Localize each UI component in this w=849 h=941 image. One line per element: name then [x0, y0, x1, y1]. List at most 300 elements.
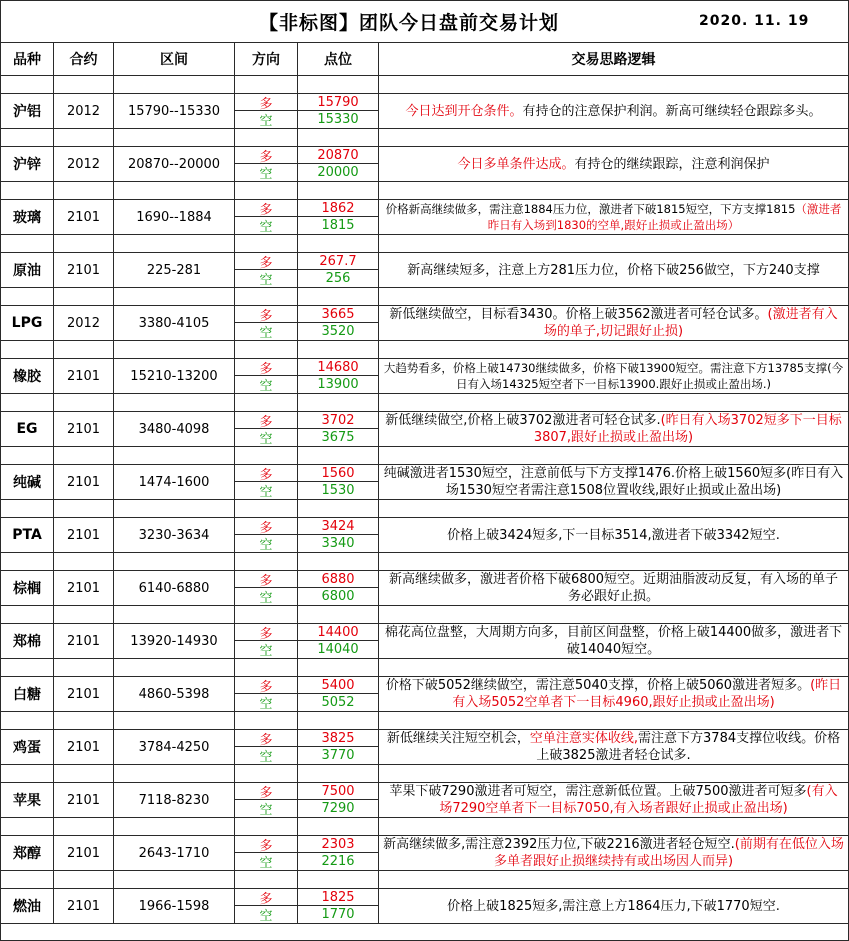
- header-range: 区间: [114, 43, 235, 75]
- spacer-cell: [298, 606, 379, 623]
- spacer-cell: [114, 871, 235, 888]
- spacer-cell: [298, 129, 379, 146]
- spacer-cell: [235, 712, 298, 729]
- short-price: 13900: [317, 377, 359, 392]
- price-cell: [298, 94, 379, 128]
- product-name: 玻璃: [1, 200, 54, 234]
- contract-code: 2101: [54, 677, 114, 711]
- logic-segment: (昨日有入场5052空单者下一目标4960,跟好止损或止盈出场): [452, 678, 842, 710]
- short-price: 256: [325, 271, 351, 286]
- spacer-cell: [379, 553, 848, 570]
- spacer-cell: [379, 288, 848, 305]
- spacer-cell: [1, 235, 54, 252]
- spacer-cell: [54, 394, 114, 411]
- spacer-cell: [114, 818, 235, 835]
- long-price: 15790: [298, 94, 378, 111]
- price-cell: [298, 200, 379, 234]
- spacer-cell: [1, 182, 54, 199]
- product-name: 沪锌: [1, 147, 54, 181]
- header-product: 品种: [1, 43, 54, 75]
- header-direction: 方向: [235, 43, 298, 75]
- direction-cell: [235, 889, 298, 923]
- spacer-cell: [379, 447, 848, 464]
- table-row: [1, 359, 848, 394]
- spacer-cell: [54, 871, 114, 888]
- long-price: 3702: [298, 412, 378, 429]
- table-row: [1, 889, 848, 924]
- direction-short: 空: [259, 379, 273, 394]
- short-price: 1770: [321, 907, 355, 922]
- logic-segment: 价格上破1825短多,需注意上方1864压力,下破1770短空.: [447, 898, 780, 914]
- direction-long: 多: [235, 200, 297, 217]
- row-spacer: [1, 606, 848, 624]
- short-price: 3520: [321, 324, 355, 339]
- spacer-cell: [1, 765, 54, 782]
- direction-short: 空: [259, 273, 273, 288]
- row-spacer: [1, 235, 848, 253]
- price-cell: [298, 465, 379, 499]
- table-row: [1, 836, 848, 871]
- spacer-cell: [298, 341, 379, 358]
- row-spacer: [1, 818, 848, 836]
- trade-logic: [379, 359, 848, 393]
- row-spacer: [1, 712, 848, 730]
- table-row: [1, 518, 848, 553]
- long-price: 3424: [298, 518, 378, 535]
- direction-short: 空: [259, 909, 273, 924]
- direction-short: 空: [259, 485, 273, 500]
- logic-segment: 新低继续做空，目标看3430。价格上破3562激进者可轻仓试多。: [389, 307, 768, 322]
- spacer-cell: [379, 500, 848, 517]
- direction-cell: [235, 253, 298, 287]
- contract-code: 2101: [54, 624, 114, 658]
- logic-segment: 今日多单条件达成。: [457, 156, 575, 172]
- product-name: 棕榈: [1, 571, 54, 605]
- spacer-cell: [298, 235, 379, 252]
- logic-segment: 价格上破3424短多,下一目标3514,激进者下破3342短空.: [447, 527, 780, 543]
- spacer-cell: [54, 341, 114, 358]
- product-name: 郑棉: [1, 624, 54, 658]
- spacer-cell: [114, 394, 235, 411]
- spacer-cell: [298, 871, 379, 888]
- table-row: [1, 677, 848, 712]
- logic-segment: 新高继续做多，激进者价格下破6800短空。近期油脂波动反复，有入场的单子务必跟好止损。: [388, 572, 839, 604]
- direction-short: 空: [259, 750, 273, 765]
- logic-segment: (激进者有入场的单子,切记跟好止损): [543, 307, 838, 339]
- spacer-cell: [235, 765, 298, 782]
- contract-code: 2101: [54, 518, 114, 552]
- title-row: [1, 1, 848, 43]
- long-price: 1560: [298, 465, 378, 482]
- price-cell: [298, 783, 379, 817]
- logic-segment: 空单注意实体收线,: [529, 731, 639, 746]
- contract-code: 2101: [54, 200, 114, 234]
- spacer-cell: [298, 765, 379, 782]
- spacer-cell: [114, 341, 235, 358]
- price-range: 15790--15330: [114, 94, 235, 128]
- long-price: 1825: [298, 889, 378, 906]
- direction-long: 多: [235, 253, 297, 270]
- long-price: 267.7: [298, 253, 378, 270]
- price-range: 3480-4098: [114, 412, 235, 446]
- long-price: 6880: [298, 571, 378, 588]
- spacer-cell: [298, 500, 379, 517]
- row-spacer: [1, 394, 848, 412]
- logic-segment: 新低继续做空,价格上破3702激进者可轻仓试多.: [385, 413, 661, 428]
- spacer-cell: [379, 341, 848, 358]
- logic-segment: 新低继续关注短空机会，: [386, 731, 530, 746]
- spacer-cell: [298, 553, 379, 570]
- product-name: 苹果: [1, 783, 54, 817]
- price-range: 6140-6880: [114, 571, 235, 605]
- spacer-cell: [379, 765, 848, 782]
- spacer-cell: [114, 765, 235, 782]
- short-price: 5052: [321, 695, 355, 710]
- long-price: 3825: [298, 730, 378, 747]
- price-range: 3784-4250: [114, 730, 235, 764]
- direction-short: 空: [259, 697, 273, 712]
- row-spacer: [1, 500, 848, 518]
- spacer-cell: [1, 553, 54, 570]
- spacer-cell: [1, 659, 54, 676]
- trade-logic: [379, 624, 848, 658]
- product-name: 鸡蛋: [1, 730, 54, 764]
- trade-logic: [379, 518, 848, 552]
- trade-logic: [379, 889, 848, 923]
- header-contract: 合约: [54, 43, 114, 75]
- direction-cell: [235, 412, 298, 446]
- price-cell: [298, 730, 379, 764]
- spacer-cell: [54, 553, 114, 570]
- price-cell: [298, 412, 379, 446]
- direction-long: 多: [235, 836, 297, 853]
- direction-long: 多: [235, 624, 297, 641]
- logic-segment: 大趋势看多，价格上破14730继续做多，价格下破13900短空。需注意下方13785支撑(今日有入场14325短空者下一目标13900.跟好止损或止盈出场.): [383, 361, 844, 391]
- table-row: [1, 465, 848, 500]
- trade-logic: [379, 836, 848, 870]
- spacer-cell: [379, 129, 848, 146]
- spacer-cell: [54, 818, 114, 835]
- short-price: 3770: [321, 748, 355, 763]
- spacer-cell: [235, 818, 298, 835]
- long-price: 20870: [298, 147, 378, 164]
- trade-logic: [379, 253, 848, 287]
- direction-short: 空: [259, 591, 273, 606]
- logic-segment: 有持仓的继续跟踪，注意利润保护: [574, 156, 770, 172]
- price-range: 2643-1710: [114, 836, 235, 870]
- price-cell: [298, 624, 379, 658]
- spacer-cell: [1, 341, 54, 358]
- spacer-cell: [1, 394, 54, 411]
- spacer-cell: [379, 818, 848, 835]
- logic-segment: 价格下破5052继续做空，需注意5040支撑，价格上破5060激进者短多。: [385, 678, 811, 693]
- short-price: 7290: [321, 801, 355, 816]
- trade-logic: [379, 730, 848, 764]
- direction-long: 多: [235, 465, 297, 482]
- product-name: PTA: [1, 518, 54, 552]
- header-price: 点位: [298, 43, 379, 75]
- spacer-cell: [1, 871, 54, 888]
- long-price: 5400: [298, 677, 378, 694]
- trade-logic: [379, 94, 848, 128]
- price-range: 225-281: [114, 253, 235, 287]
- row-spacer: [1, 76, 848, 94]
- direction-long: 多: [235, 94, 297, 111]
- spacer-cell: [379, 871, 848, 888]
- spacer-cell: [54, 500, 114, 517]
- direction-long: 多: [235, 306, 297, 323]
- price-range: 3380-4105: [114, 306, 235, 340]
- product-name: 橡胶: [1, 359, 54, 393]
- short-price: 3675: [321, 430, 355, 445]
- spacer-cell: [1, 447, 54, 464]
- spacer-cell: [379, 182, 848, 199]
- price-range: 20870--20000: [114, 147, 235, 181]
- direction-cell: [235, 836, 298, 870]
- table-row: [1, 730, 848, 765]
- page-title: 【非标图】团队今日盘前交易计划: [259, 12, 560, 34]
- logic-segment: 需注意下方3784支撑位收线。价格上破3825激进者轻仓试多.: [536, 731, 841, 763]
- direction-short: 空: [259, 856, 273, 871]
- table-row: [1, 200, 848, 235]
- spacer-cell: [235, 606, 298, 623]
- spacer-cell: [235, 500, 298, 517]
- spacer-cell: [1, 76, 54, 93]
- spacer-cell: [235, 235, 298, 252]
- row-spacer: [1, 288, 848, 306]
- direction-cell: [235, 571, 298, 605]
- product-name: 郑醇: [1, 836, 54, 870]
- short-price: 1530: [321, 483, 355, 498]
- spacer-cell: [54, 659, 114, 676]
- header-logic: 交易思路逻辑: [571, 52, 656, 68]
- spacer-cell: [235, 341, 298, 358]
- trade-logic: [379, 783, 848, 817]
- spacer-cell: [298, 447, 379, 464]
- spacer-cell: [379, 394, 848, 411]
- spacer-cell: [379, 235, 848, 252]
- contract-code: 2012: [54, 147, 114, 181]
- row-spacer: [1, 659, 848, 677]
- direction-short: 空: [259, 644, 273, 659]
- direction-cell: [235, 306, 298, 340]
- logic-segment: 苹果下破7290激进者可短空，需注意新低位置。上破7500激进者可短多: [389, 784, 807, 799]
- spacer-cell: [1, 288, 54, 305]
- long-price: 14400: [298, 624, 378, 641]
- direction-short: 空: [259, 167, 273, 182]
- table-row: [1, 624, 848, 659]
- contract-code: 2101: [54, 889, 114, 923]
- spacer-cell: [114, 129, 235, 146]
- spacer-cell: [1, 500, 54, 517]
- logic-segment: 新高继续做多,需注意2392压力位,下破2216激进者轻仓短空.: [383, 837, 735, 852]
- price-cell: [298, 147, 379, 181]
- short-price: 20000: [317, 165, 359, 180]
- price-cell: [298, 359, 379, 393]
- spacer-cell: [379, 659, 848, 676]
- spacer-cell: [235, 129, 298, 146]
- logic-segment: (前期有在低位入场多单者跟好止损继续持有或出场因人而异): [493, 837, 844, 869]
- trade-logic: [379, 412, 848, 446]
- logic-segment: 价格新高继续做多，需注意1884压力位，激进者下破1815短空，下方支撑1815: [385, 202, 796, 216]
- trade-logic: [379, 465, 848, 499]
- direction-short: 空: [259, 220, 273, 235]
- logic-segment: 新高继续短多，注意上方281压力位，价格下破256做空，下方240支撑: [407, 262, 820, 278]
- spacer-cell: [235, 76, 298, 93]
- contract-code: 2101: [54, 836, 114, 870]
- table-header: [1, 43, 848, 76]
- spacer-cell: [54, 235, 114, 252]
- contract-code: 2101: [54, 571, 114, 605]
- table-row: [1, 253, 848, 288]
- spacer-cell: [54, 712, 114, 729]
- short-price: 15330: [317, 112, 359, 127]
- contract-code: 2012: [54, 94, 114, 128]
- spacer-cell: [379, 606, 848, 623]
- table-row: [1, 94, 848, 129]
- direction-long: 多: [235, 889, 297, 906]
- price-cell: [298, 518, 379, 552]
- trade-logic: [379, 571, 848, 605]
- spacer-cell: [1, 712, 54, 729]
- table-row: [1, 783, 848, 818]
- direction-cell: [235, 94, 298, 128]
- spacer-cell: [114, 288, 235, 305]
- direction-cell: [235, 677, 298, 711]
- spacer-cell: [114, 712, 235, 729]
- spacer-cell: [114, 606, 235, 623]
- contract-code: 2101: [54, 412, 114, 446]
- contract-code: 2101: [54, 783, 114, 817]
- short-price: 1815: [321, 218, 355, 233]
- spacer-cell: [298, 394, 379, 411]
- spacer-cell: [1, 818, 54, 835]
- spacer-cell: [54, 76, 114, 93]
- price-cell: [298, 836, 379, 870]
- contract-code: 2101: [54, 730, 114, 764]
- price-cell: [298, 889, 379, 923]
- row-spacer: [1, 871, 848, 889]
- spacer-cell: [54, 765, 114, 782]
- logic-segment: (有入场7290空单者下一目标7050,有入场者跟好止损或止盈出场): [439, 784, 838, 816]
- spacer-cell: [379, 712, 848, 729]
- logic-segment: 今日达到开仓条件。: [405, 103, 523, 119]
- trade-logic: [379, 200, 848, 234]
- price-cell: [298, 306, 379, 340]
- table-row: [1, 306, 848, 341]
- direction-long: 多: [235, 571, 297, 588]
- direction-long: 多: [235, 412, 297, 429]
- logic-segment: (昨日有入场3702短多下一目标3807,跟好止损或止盈出场): [533, 413, 842, 445]
- price-range: 3230-3634: [114, 518, 235, 552]
- spacer-cell: [235, 871, 298, 888]
- product-name: EG: [1, 412, 54, 446]
- spacer-cell: [114, 447, 235, 464]
- direction-cell: [235, 147, 298, 181]
- long-price: 3665: [298, 306, 378, 323]
- spacer-cell: [54, 182, 114, 199]
- spacer-cell: [235, 659, 298, 676]
- spacer-cell: [54, 288, 114, 305]
- spacer-cell: [235, 447, 298, 464]
- row-spacer: [1, 447, 848, 465]
- short-price: 14040: [317, 642, 359, 657]
- spacer-cell: [298, 76, 379, 93]
- trade-logic: [379, 306, 848, 340]
- direction-cell: [235, 200, 298, 234]
- direction-cell: [235, 359, 298, 393]
- spacer-cell: [235, 553, 298, 570]
- table-row: [1, 147, 848, 182]
- spacer-cell: [114, 553, 235, 570]
- logic-segment: 纯碱激进者1530短空，注意前低与下方支撑1476.价格上破1560短多(昨日有入场1530短空者需注意1508位置收线,跟好止损或止盈出场): [383, 466, 844, 498]
- direction-long: 多: [235, 359, 297, 376]
- logic-segment: （激进者昨日有入场到1830的空单,跟好止损或止盈出场）: [487, 202, 842, 232]
- price-range: 7118-8230: [114, 783, 235, 817]
- table-row: [1, 412, 848, 447]
- spacer-cell: [114, 182, 235, 199]
- spacer-cell: [235, 394, 298, 411]
- price-range: 4860-5398: [114, 677, 235, 711]
- spacer-cell: [235, 182, 298, 199]
- contract-code: 2101: [54, 465, 114, 499]
- direction-cell: [235, 783, 298, 817]
- row-spacer: [1, 182, 848, 200]
- direction-short: 空: [259, 326, 273, 341]
- row-spacer: [1, 553, 848, 571]
- spacer-cell: [298, 818, 379, 835]
- spacer-cell: [1, 129, 54, 146]
- spacer-cell: [235, 288, 298, 305]
- logic-segment: 有持仓的注意保护利润。新高可继续轻仓跟踪多头。: [522, 103, 822, 119]
- spacer-cell: [114, 500, 235, 517]
- spacer-cell: [54, 447, 114, 464]
- product-name: 原油: [1, 253, 54, 287]
- long-price: 7500: [298, 783, 378, 800]
- spacer-cell: [379, 76, 848, 93]
- direction-long: 多: [235, 677, 297, 694]
- price-range: 13920-14930: [114, 624, 235, 658]
- direction-cell: [235, 518, 298, 552]
- plan-date: 2020. 11. 19: [699, 13, 810, 29]
- price-cell: [298, 253, 379, 287]
- row-spacer: [1, 341, 848, 359]
- table-row: [1, 571, 848, 606]
- spacer-cell: [54, 606, 114, 623]
- direction-cell: [235, 465, 298, 499]
- long-price: 1862: [298, 200, 378, 217]
- long-price: 14680: [298, 359, 378, 376]
- price-range: 1966-1598: [114, 889, 235, 923]
- spacer-cell: [114, 659, 235, 676]
- price-range: 1690--1884: [114, 200, 235, 234]
- row-spacer: [1, 765, 848, 783]
- product-name: 沪铝: [1, 94, 54, 128]
- short-price: 2216: [321, 854, 355, 869]
- direction-short: 空: [259, 432, 273, 447]
- direction-cell: [235, 730, 298, 764]
- spacer-cell: [298, 659, 379, 676]
- product-name: 白糖: [1, 677, 54, 711]
- spacer-cell: [298, 182, 379, 199]
- direction-short: 空: [259, 538, 273, 553]
- direction-long: 多: [235, 518, 297, 535]
- short-price: 6800: [321, 589, 355, 604]
- product-name: 燃油: [1, 889, 54, 923]
- spacer-cell: [114, 76, 235, 93]
- row-spacer: [1, 129, 848, 147]
- direction-short: 空: [259, 803, 273, 818]
